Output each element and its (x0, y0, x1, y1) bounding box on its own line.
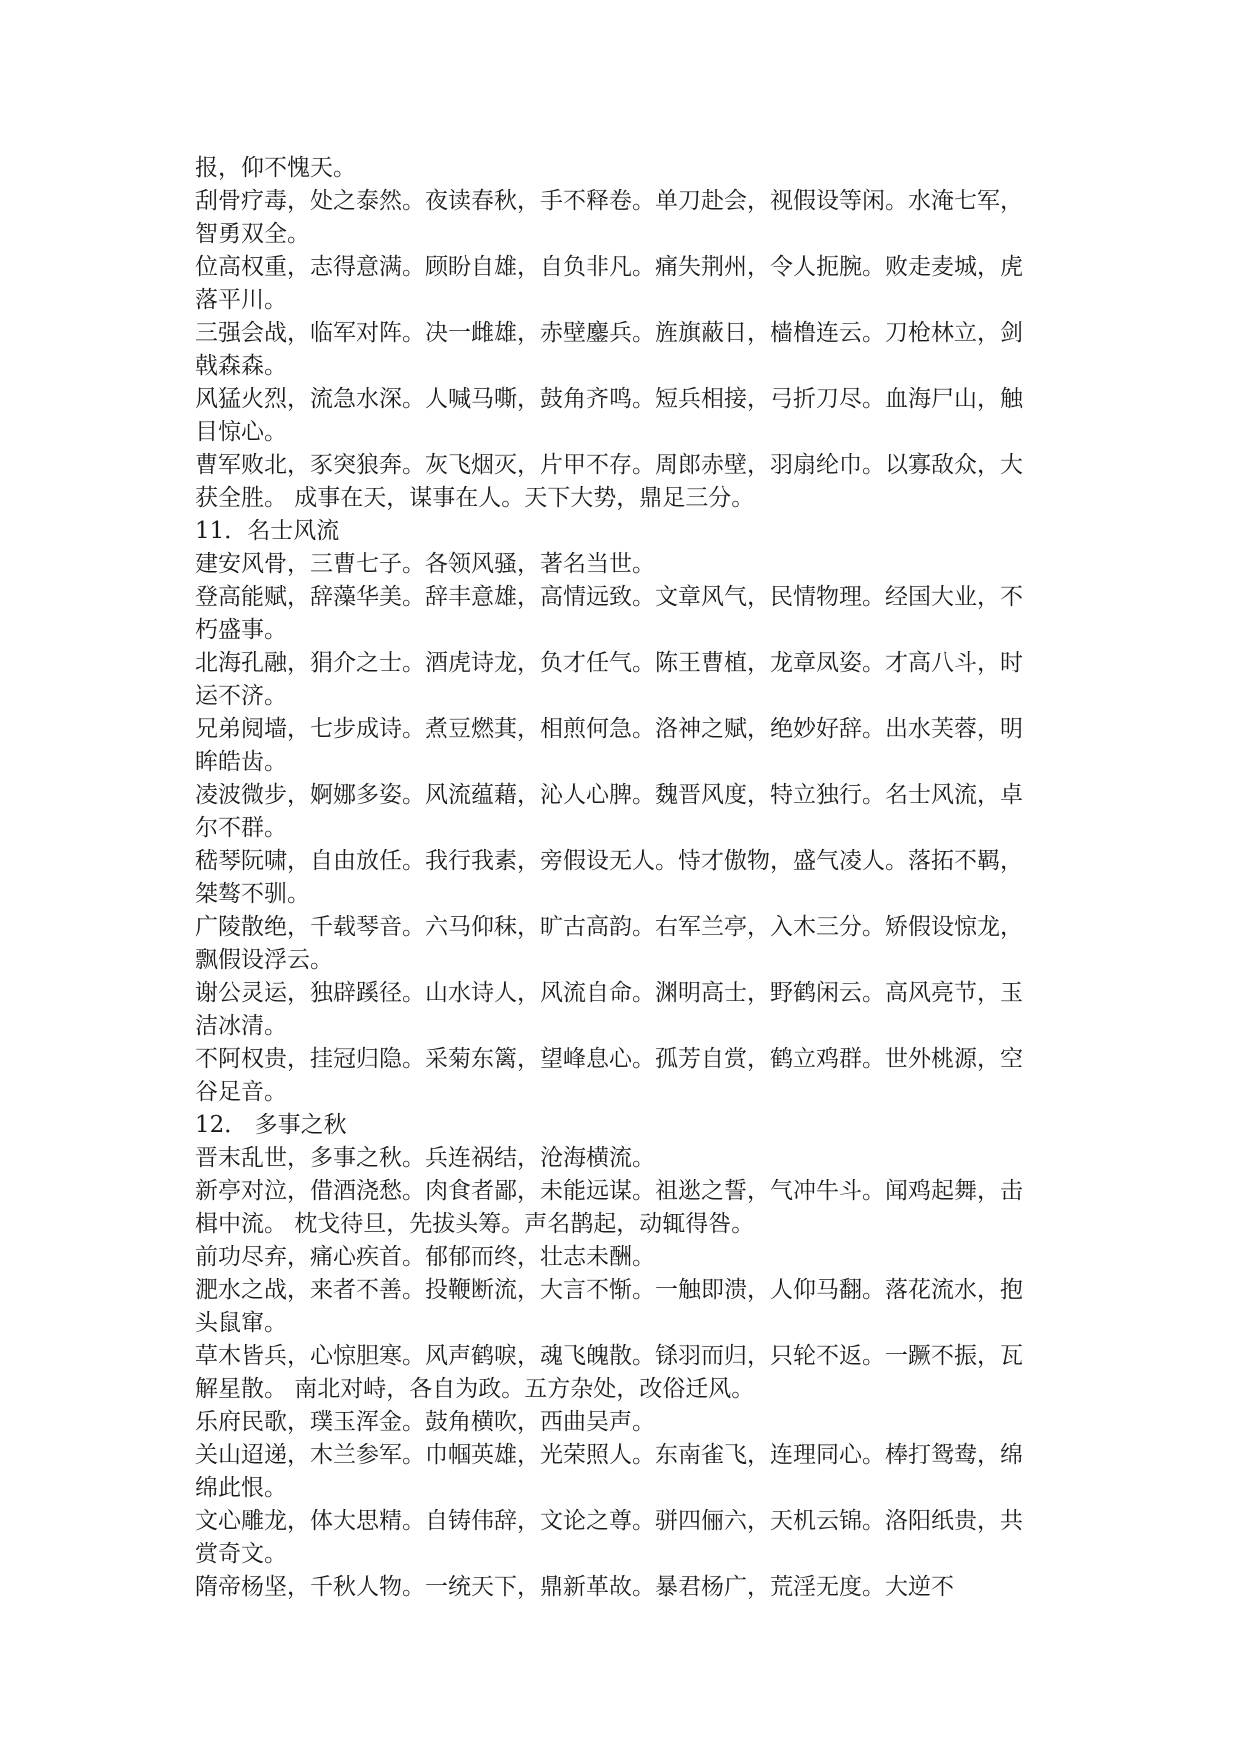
paragraph-22: 关山迢递，木兰参军。巾帼英雄，光荣照人。东南雀飞，连理同心。棒打鸳鸯，绵绵此恨。 (195, 1442, 1023, 1501)
paragraph-7: 建安风骨，三曹七子。各领风骚，著名当世。 (195, 551, 655, 577)
paragraph-11: 凌波微步，婀娜多姿。风流蕴藉，沁人心脾。魏晋风度，特立独行。名士风流，卓尔不群。 (195, 782, 1023, 841)
section-heading-12: 12． 多事之秋 (195, 1112, 347, 1138)
paragraph-1: 报，仰不愧天。 (195, 155, 356, 181)
section-heading-11: 11．名士风流 (195, 518, 340, 544)
paragraph-17: 新亭对泣，借酒浇愁。肉食者鄙，未能远谋。祖逖之誓，气冲牛斗。闻鸡起舞，击楫中流。 枕戈待旦，先拔头筹。声名鹊起，动辄得咎。 (195, 1178, 1023, 1237)
paragraph-12: 嵇琴阮啸，自由放任。我行我素，旁假设无人。恃才傲物，盛气凌人。落拓不羁，桀骜不驯。 (195, 848, 1023, 907)
paragraph-23: 文心雕龙，体大思精。自铸伟辞，文论之尊。骈四俪六，天机云锦。洛阳纸贵，共赏奇文。 (195, 1508, 1023, 1567)
paragraph-18: 前功尽弃，痛心疾首。郁郁而终，壮志未酬。 (195, 1244, 655, 1270)
paragraph-20: 草木皆兵，心惊胆寒。风声鹤唳，魂飞魄散。铩羽而归，只轮不返。一蹶不振，瓦解星散。 南北对峙，各自为政。五方杂处，改俗迁风。 (195, 1343, 1023, 1402)
paragraph-10: 兄弟阋墙，七步成诗。煮豆燃萁，相煎何急。洛神之赋，绝妙好辞。出水芙蓉，明眸皓齿。 (195, 716, 1023, 775)
paragraph-9: 北海孔融，狷介之士。酒虎诗龙，负才任气。陈王曹植，龙章凤姿。才高八斗，时运不济。 (195, 650, 1023, 709)
paragraph-5: 风猛火烈，流急水深。人喊马嘶，鼓角齐鸣。短兵相接，弓折刀尽。血海尸山，触目惊心。 (195, 386, 1023, 445)
paragraph-8: 登高能赋，辞藻华美。辞丰意雄，高情远致。文章风气，民情物理。经国大业，不朽盛事。 (195, 584, 1023, 643)
paragraph-24: 隋帝杨坚，千秋人物。一统天下，鼎新革故。暴君杨广，荒淫无度。大逆不 (195, 1574, 954, 1600)
paragraph-15: 不阿权贵，挂冠归隐。采菊东篱，望峰息心。孤芳自赏，鹤立鸡群。世外桃源，空谷足音。 (195, 1046, 1023, 1105)
paragraph-19: 淝水之战，来者不善。投鞭断流，大言不惭。一触即溃，人仰马翻。落花流水，抱头鼠窜。 (195, 1277, 1023, 1336)
paragraph-2: 刮骨疗毒，处之泰然。夜读春秋，手不释卷。单刀赴会，视假设等闲。水淹七军，智勇双全。 (195, 188, 1023, 247)
paragraph-13: 广陵散绝，千载琴音。六马仰秣，旷古高韵。右军兰亭，入木三分。矫假设惊龙，飘假设浮云。 (195, 914, 1023, 973)
paragraph-6: 曹军败北，豕突狼奔。灰飞烟灭，片甲不存。周郎赤壁，羽扇纶巾。以寡敌众，大获全胜。 成事在天，谋事在人。天下大势，鼎足三分。 (195, 452, 1023, 511)
paragraph-21: 乐府民歌，璞玉浑金。鼓角横吹，西曲吴声。 (195, 1409, 655, 1435)
paragraph-4: 三强会战，临军对阵。决一雌雄，赤壁鏖兵。旌旗蔽日，樯橹连云。刀枪林立，剑戟森森。 (195, 320, 1023, 379)
paragraph-14: 谢公灵运，独辟蹊径。山水诗人，风流自命。渊明高士，野鹤闲云。高风亮节，玉洁冰清。 (195, 980, 1023, 1039)
document-page (195, 152, 1025, 1604)
paragraph-16: 晋末乱世，多事之秋。兵连祸结，沧海横流。 (195, 1145, 655, 1171)
paragraph-3: 位高权重，志得意满。顾盼自雄，自负非凡。痛失荆州，令人扼腕。败走麦城，虎落平川。 (195, 254, 1023, 313)
